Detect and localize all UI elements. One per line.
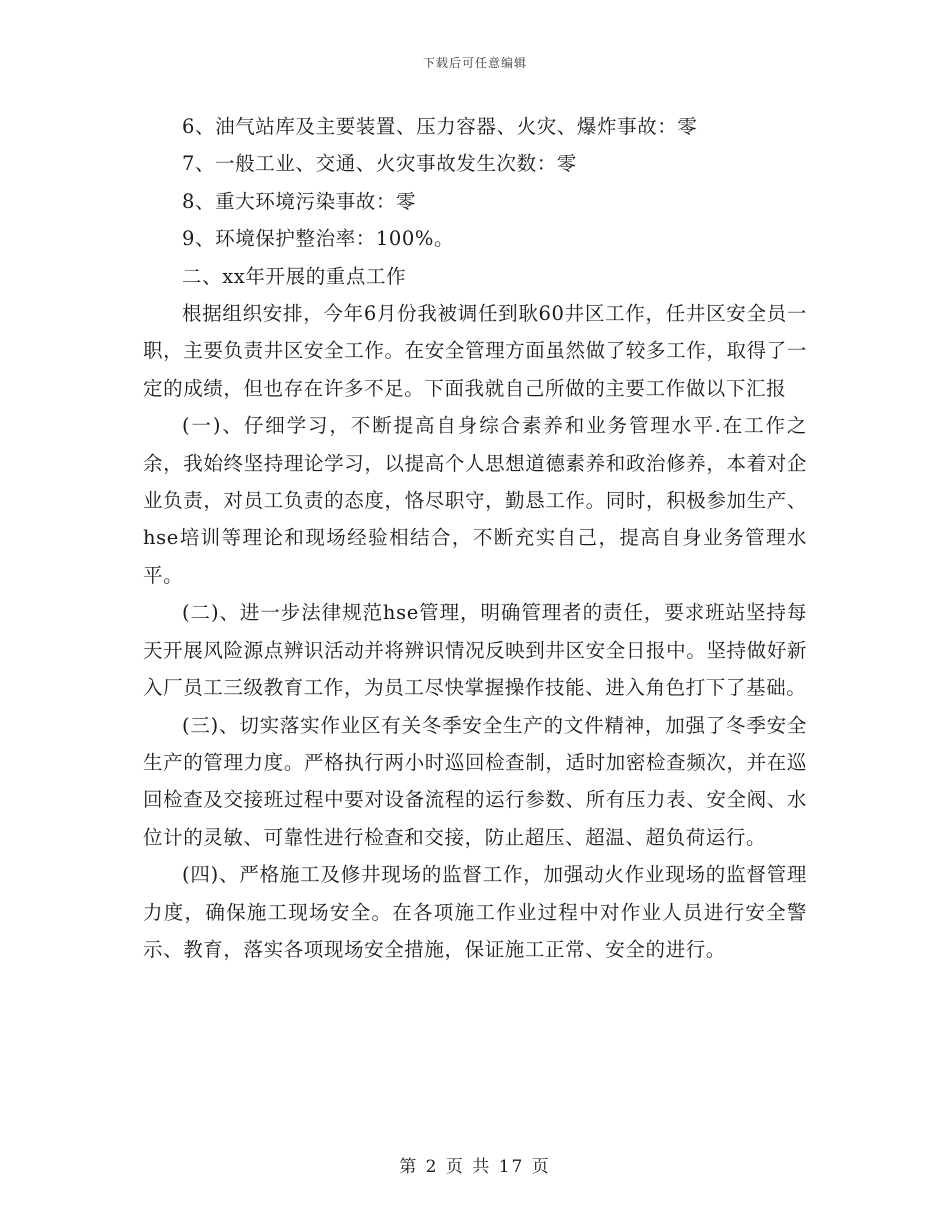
list-item: 7、一般工业、交通、火灾事故发生次数：零 bbox=[182, 152, 577, 176]
list-item: 9、环境保护整治率：100%。 bbox=[182, 227, 455, 251]
paragraph: 根据组织安排，今年6月份我被调任到耿60井区工作，任井区安全员一职，主要负责井区安全工作。在安全管理方面虽然做了较多工作，取得了一定的成绩，但也存在许多不足。下面我就自己所做的主要工作做以下汇报 bbox=[143, 302, 807, 400]
list-item: 8、重大环境污染事故：零 bbox=[182, 189, 417, 213]
document-body bbox=[143, 108, 807, 968]
paragraph: (三)、切实落实作业区有关冬季安全生产的文件精神，加强了冬季安全生产的管理力度。严格执行两小时巡回检查制，适时加密检查频次，并在巡回检查及交接班过程中要对设备流程的运行参数、所有压力表、安全阀、水位计的灵敏、可靠性进行检查和交接，防止超压、超温、超负荷运行。 bbox=[143, 713, 807, 849]
page-number: 第 2 页 共 17 页 bbox=[399, 1157, 551, 1177]
paragraph: (二)、进一步法律规范hse管理，明确管理者的责任，要求班站坚持每天开展风险源点辨识活动并将辨识情况反映到井区安全日报中。坚持做好新入厂员工三级教育工作，为员工尽快掌握操作技能、进入角色打下了基础。 bbox=[143, 601, 807, 700]
paragraph: (四)、严格施工及修井现场的监督工作，加强动火作业现场的监督管理力度，确保施工现场安全。在各项施工作业过程中对作业人员进行安全警示、教育，落实各项现场安全措施，保证施工正常、安全的进行。 bbox=[143, 863, 807, 961]
paragraph: (一)、仔细学习，不断提高自身综合素养和业务管理水平.在工作之余，我始终坚持理论学习，以提高个人思想道德素养和政治修养，本着对企业负责，对员工负责的态度，恪尽职守，勤恳工作。同时，积极参加生产、hse培训等理论和现场经验相结合，不断充实自己，提高自身业务管理水平。 bbox=[143, 414, 807, 587]
section-heading: 二、xx年开展的重点工作 bbox=[182, 264, 407, 288]
list-item: 6、油气站库及主要装置、压力容器、火灾、爆炸事故：零 bbox=[182, 115, 698, 138]
page-header-note: 下载后可任意编辑 bbox=[422, 56, 527, 70]
